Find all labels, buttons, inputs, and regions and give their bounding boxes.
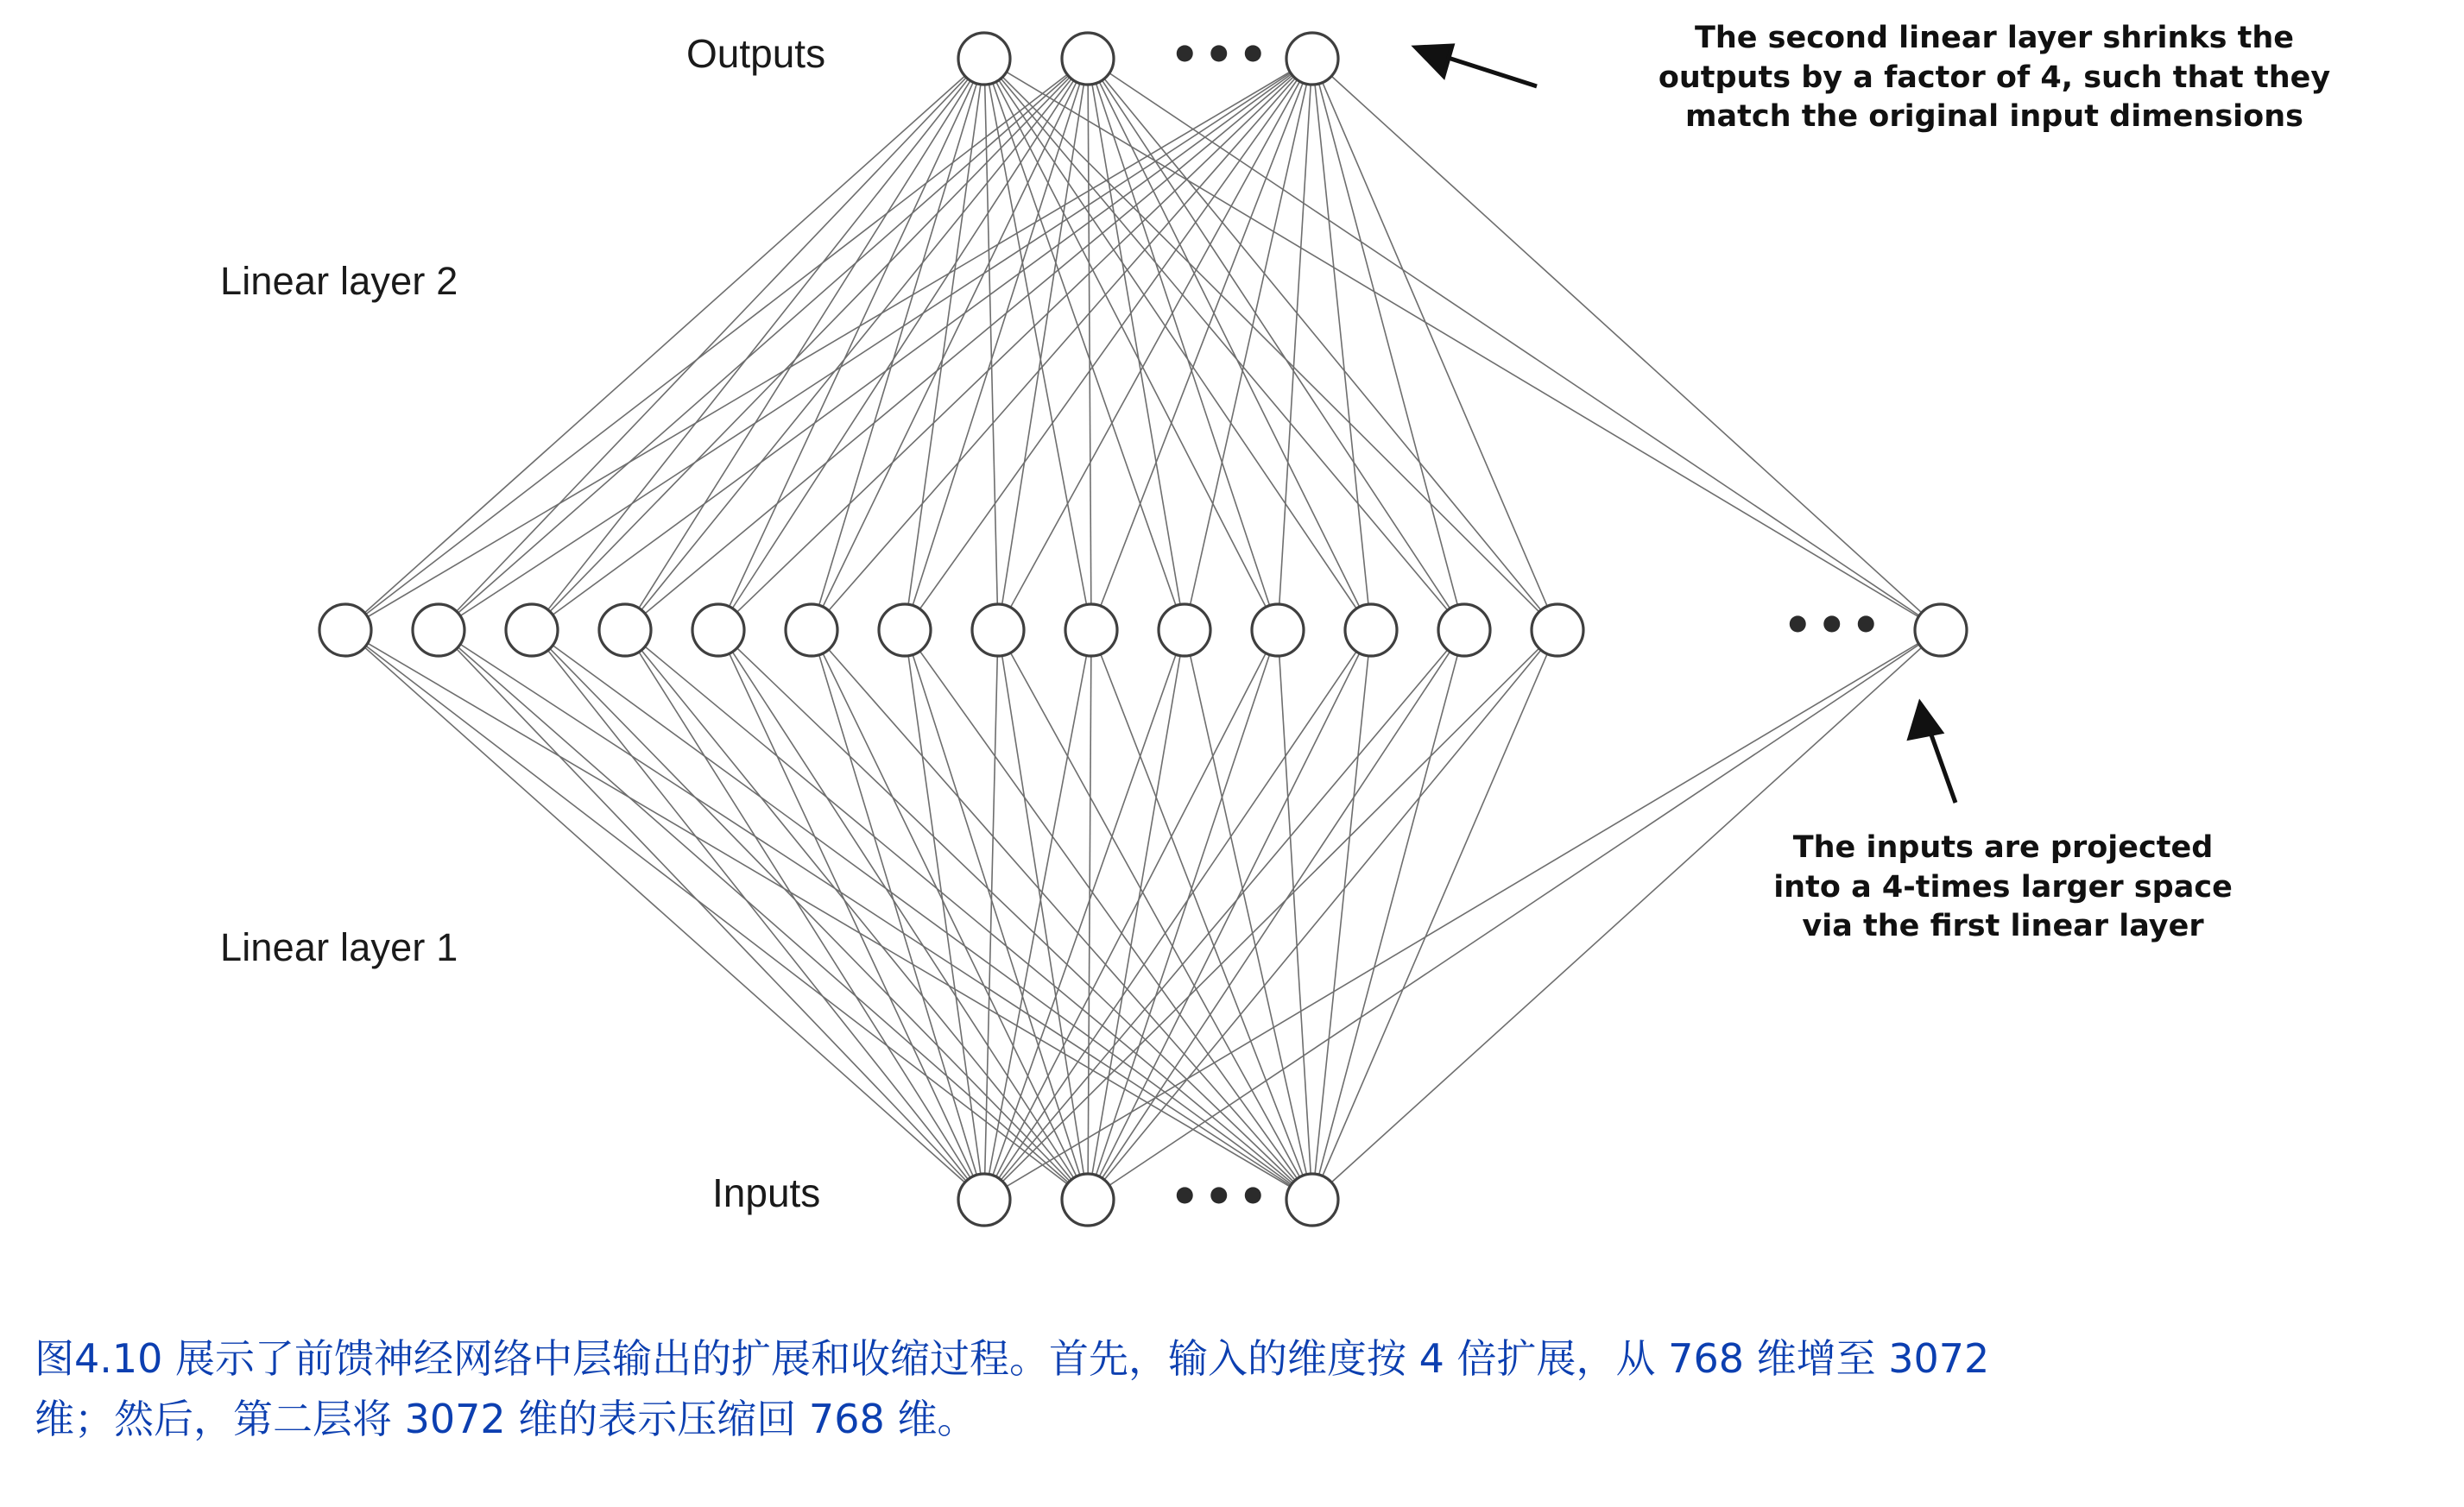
top-annotation-line-2: outputs by a factor of 4, such that they — [1658, 60, 2331, 95]
hidden-node — [879, 604, 931, 656]
output-node — [1286, 33, 1338, 85]
hidden-node — [506, 604, 558, 656]
caption-line-2: 维；然后，第二层将 3072 维的表示压缩回 768 维。 — [35, 1395, 977, 1442]
edge-group — [345, 59, 1941, 1200]
hidden-ellipsis-icon: ••• — [1783, 598, 1886, 653]
hidden-node — [1252, 604, 1304, 656]
hidden-node — [1438, 604, 1490, 656]
inputs-label: Inputs — [712, 1170, 821, 1215]
input-node — [958, 1174, 1010, 1226]
top-annotation-arrow-head — [1416, 46, 1452, 76]
hidden-node — [1532, 604, 1583, 656]
hidden-node — [413, 604, 464, 656]
bottom-annotation — [1727, 829, 2279, 947]
outputs-label: Outputs — [686, 31, 826, 76]
input-node — [1286, 1174, 1338, 1226]
bottom-annotation-line-3: via the first linear layer — [1802, 909, 2204, 943]
hidden-node — [692, 604, 744, 656]
caption-line-1: 图4.10 展示了前馈神经网络中层输出的扩展和收缩过程。首先，输入的维度按 4 倍扩展，从 768 维增至 3072 — [35, 1335, 1990, 1382]
output-node — [958, 33, 1010, 85]
output-ellipsis-icon: ••• — [1170, 28, 1273, 82]
hidden-node — [319, 604, 371, 656]
hidden-node — [1345, 604, 1397, 656]
linear-layer-2-label: Linear layer 2 — [220, 259, 458, 303]
linear-layer-1-label: Linear layer 1 — [220, 925, 458, 969]
hidden-node — [1065, 604, 1117, 656]
input-ellipsis-icon: ••• — [1170, 1170, 1273, 1224]
hidden-node — [1915, 604, 1967, 656]
input-node — [1062, 1174, 1114, 1226]
top-annotation — [1554, 19, 2435, 137]
top-annotation-line-1: The second linear layer shrinks the — [1694, 21, 2295, 55]
output-node — [1062, 33, 1114, 85]
figure-caption — [35, 1329, 2443, 1450]
node-group — [319, 33, 1967, 1226]
hidden-node — [786, 604, 837, 656]
hidden-node — [599, 604, 651, 656]
bottom-annotation-line-1: The inputs are projected — [1792, 830, 2214, 865]
hidden-node — [1159, 604, 1210, 656]
bottom-annotation-arrow-head — [1910, 703, 1941, 738]
hidden-node — [972, 604, 1024, 656]
top-annotation-line-3: match the original input dimensions — [1685, 99, 2303, 134]
bottom-annotation-line-2: into a 4-times larger space — [1773, 869, 2233, 905]
annotation-arrows — [1416, 46, 1955, 803]
